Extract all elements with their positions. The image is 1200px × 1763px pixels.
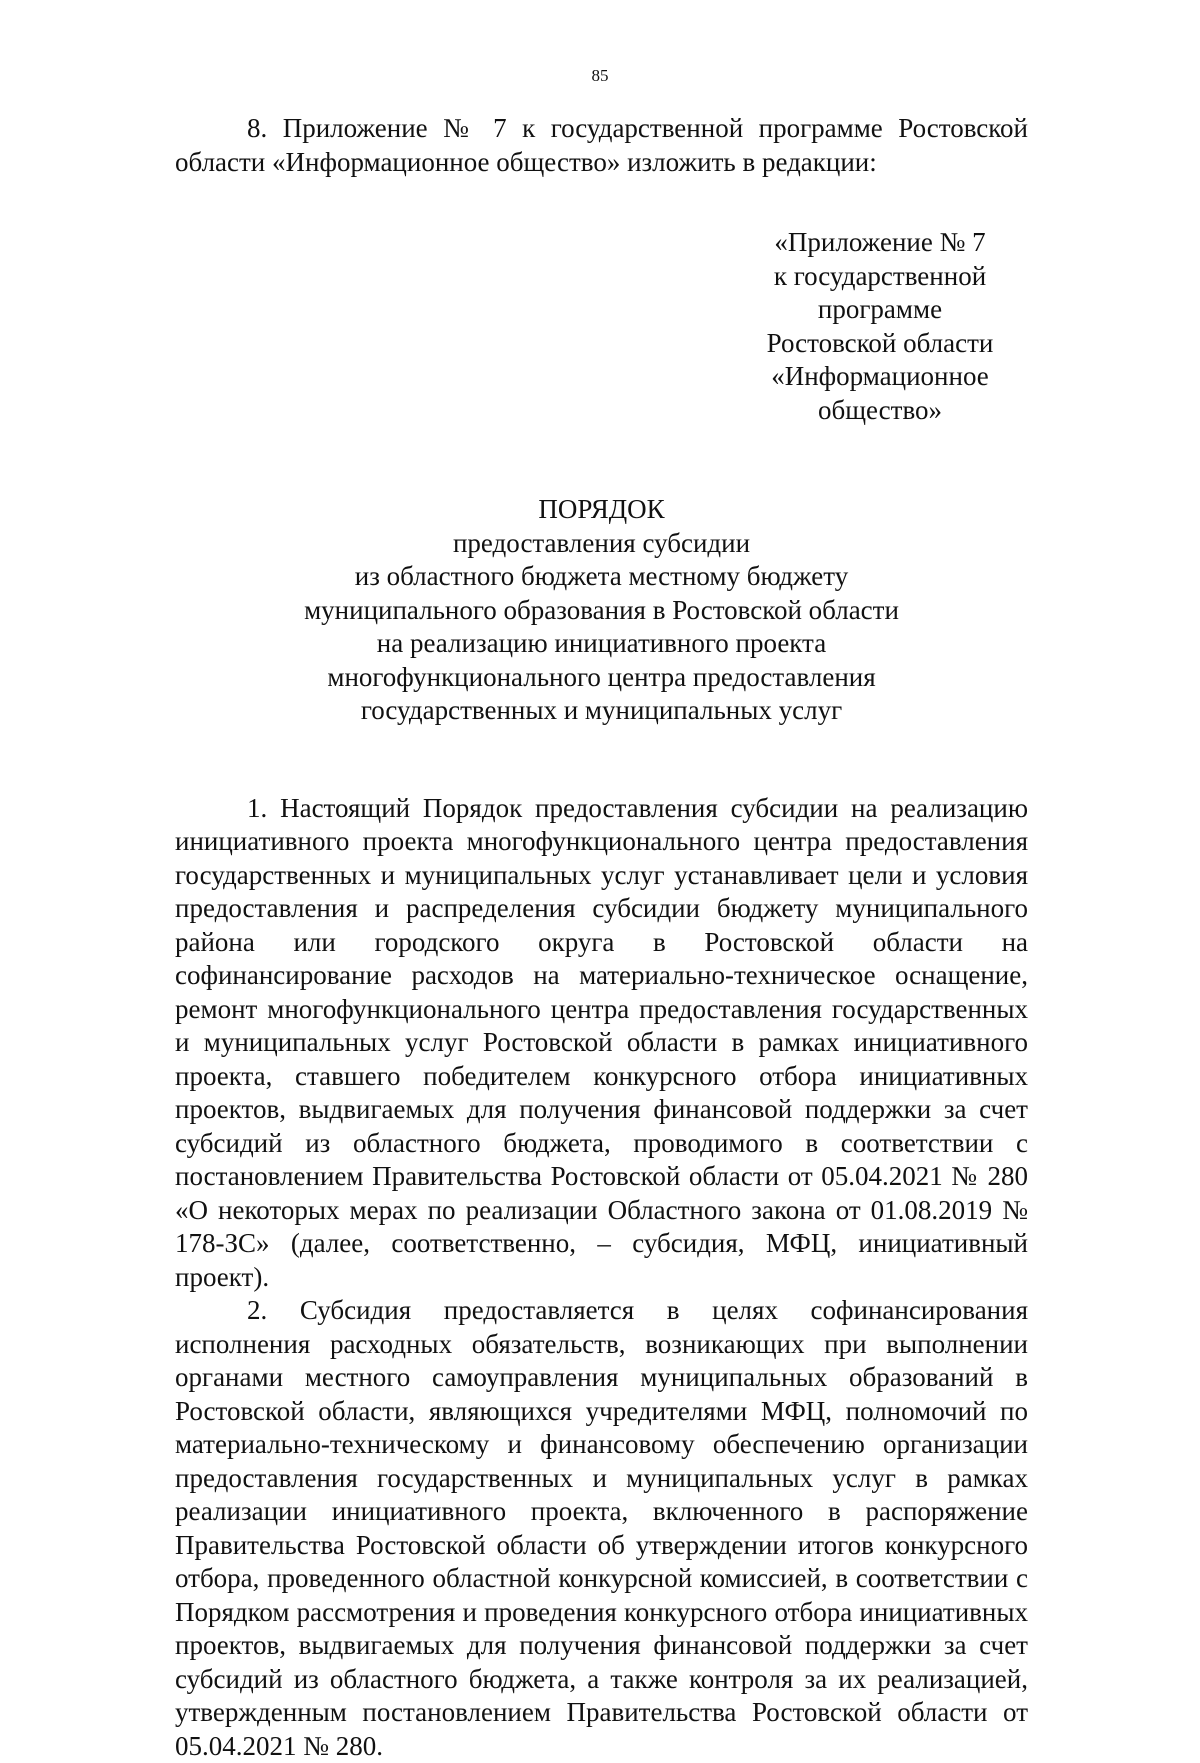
page-number: 85 xyxy=(0,66,1200,86)
title-heading: ПОРЯДОК xyxy=(175,493,1028,527)
body-paragraphs xyxy=(175,792,1028,1763)
appendix-heading-line: «Информационное общество» xyxy=(710,360,1050,427)
paragraph-1: 1. Настоящий Порядок предоставления субсидии на реализацию инициативного проекта многофункционального центра предоставления государственных и муниципальных услуг устанавливает цели и условия предоставления и распределения субсидии бюджету муниципального района или городского округа в Ростовской области на софинансирование расходов на материально-техническое оснащение, ремонт многофункционального центра предоставления государственных и муниципальных услуг Ростовской области в рамках инициативного проекта, ставшего победителем конкурсного отбора инициативных проектов, выдвигаемых для получения финансовой поддержки за счет субсидий из областного бюджета, проводимого в соответствии с постановлением Правительства Ростовской области от 05.04.2021 № 280 «О некоторых мерах по реализации Областного закона от 01.08.2019 № 178-ЗС» (далее, соответственно, – субсидия, МФЦ, инициативный проект). xyxy=(175,792,1028,1295)
appendix-heading xyxy=(710,226,1050,427)
title-line: многофункционального центра предоставления xyxy=(175,661,1028,695)
intro-paragraph: 8. Приложение № 7 к государственной программе Ростовской области «Информационное общество» изложить в редакции: xyxy=(175,112,1028,179)
title-line: предоставления субсидии xyxy=(175,527,1028,561)
title-line: из областного бюджета местному бюджету xyxy=(175,560,1028,594)
title-line: муниципального образования в Ростовской области xyxy=(175,594,1028,628)
document-title xyxy=(175,493,1028,728)
title-line: государственных и муниципальных услуг xyxy=(175,694,1028,728)
appendix-heading-line: к государственной программе xyxy=(710,260,1050,327)
appendix-heading-line: «Приложение № 7 xyxy=(710,226,1050,260)
title-line: на реализацию инициативного проекта xyxy=(175,627,1028,661)
document-body xyxy=(175,112,1028,1763)
paragraph-2: 2. Субсидия предоставляется в целях софинансирования исполнения расходных обязательств, возникающих при выполнении органами местного самоуправления муниципальных образований в Ростовской области, являющихся учредителями МФЦ, полномочий по материально-техническому и финансовому обеспечению организации предоставления государственных и муниципальных услуг в рамках реализации инициативного проекта, включенного в распоряжение Правительства Ростовской области об утверждении итогов конкурсного отбора, проведенного областной конкурсной комиссией, в соответствии с Порядком рассмотрения и проведения конкурсного отбора инициативных проектов, выдвигаемых для получения финансовой поддержки за счет субсидий из областного бюджета, а также контроля за их реализацией, утвержденным постановлением Правительства Ростовской области от 05.04.2021 № 280. xyxy=(175,1294,1028,1763)
appendix-heading-line: Ростовской области xyxy=(710,327,1050,361)
